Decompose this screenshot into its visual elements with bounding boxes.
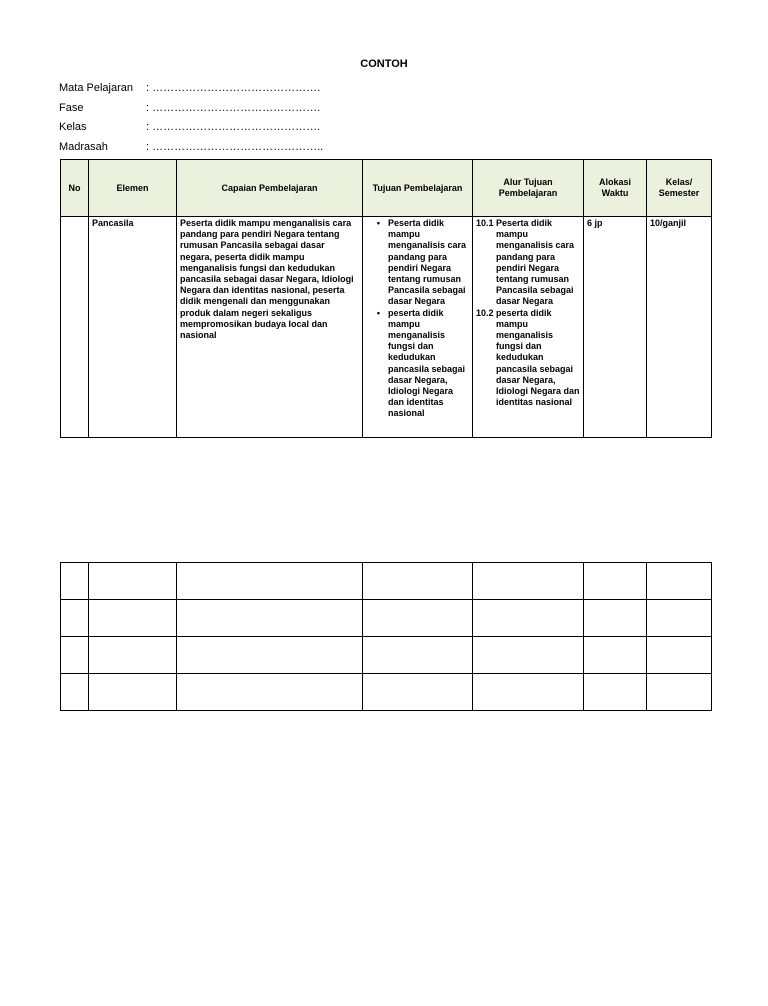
- table-header-row: [61, 160, 712, 217]
- page-title: CONTOH: [360, 58, 408, 70]
- table-row: [61, 674, 712, 711]
- info-label: Fase: [59, 101, 84, 114]
- info-value: : ……………………………………….: [146, 101, 321, 114]
- empty-cell: [647, 637, 712, 674]
- alur-item-number: 10.1: [476, 218, 494, 228]
- cell-no-text: [61, 217, 88, 437]
- info-row-madrasah: [59, 137, 323, 157]
- header-tujuan: Tujuan Pembelajaran: [363, 160, 473, 217]
- empty-cell: [363, 637, 473, 674]
- tujuan-item-text: peserta didik mampu menganalisis fungsi dan kedudukan pancasila sebagai dasar Negara, Idiologi Negara dan identitas nasional: [388, 307, 466, 419]
- empty-cell: [61, 600, 89, 637]
- list-item: [476, 308, 580, 409]
- alur-item-text: peserta didik mampu menganalisis fungsi dan kedudukan pancasila sebagai dasar Negara, Idiologi Negara dan identitas nasional: [496, 307, 580, 408]
- empty-cell: [584, 637, 647, 674]
- tujuan-item-text: Peserta didik mampu menganalisis cara pandang para pendiri Negara tentang rumusan Pancasila sebagai dasar Negara: [388, 218, 467, 307]
- info-row-mata-pelajaran: [59, 78, 323, 98]
- info-value: : ………………………………………..: [146, 140, 324, 153]
- empty-cell: [473, 637, 584, 674]
- info-value: : ……………………………………….: [146, 121, 321, 134]
- empty-cell: [61, 674, 89, 711]
- header-alokasi: Alokasi Waktu: [584, 160, 647, 217]
- list-item: [476, 218, 580, 308]
- header-alur: Alur Tujuan Pembelajaran: [473, 160, 584, 217]
- header-kelas: Kelas/ Semester: [647, 160, 712, 217]
- empty-table: [60, 562, 712, 711]
- info-row-fase: [59, 98, 323, 118]
- cell-kelas: [647, 217, 712, 438]
- info-row-kelas: [59, 117, 323, 137]
- cell-capaian: [177, 217, 363, 438]
- empty-cell: [61, 637, 89, 674]
- cell-no: [61, 217, 89, 438]
- tujuan-list: [363, 217, 472, 437]
- empty-cell: [89, 563, 177, 600]
- cell-tujuan: [363, 217, 473, 438]
- empty-cell: [89, 637, 177, 674]
- cell-elemen: [89, 217, 177, 438]
- empty-cell: [647, 674, 712, 711]
- table-row: [61, 563, 712, 600]
- empty-cell: [363, 674, 473, 711]
- empty-cell: [177, 637, 363, 674]
- table-row: [61, 217, 712, 438]
- empty-cell: [647, 600, 712, 637]
- empty-cell: [584, 674, 647, 711]
- alur-item-number: 10.2: [476, 307, 494, 318]
- empty-cell: [177, 600, 363, 637]
- header-elemen: Elemen: [89, 160, 177, 217]
- header-capaian: Capaian Pembelajaran: [177, 160, 363, 217]
- empty-cell: [647, 563, 712, 600]
- empty-cell: [89, 674, 177, 711]
- list-item: [366, 308, 469, 420]
- empty-cell: [177, 563, 363, 600]
- empty-cell: [363, 563, 473, 600]
- info-block: [59, 78, 323, 157]
- alur-list: [473, 217, 583, 437]
- cell-elemen-text: Pancasila: [92, 218, 134, 228]
- header-no: No: [61, 160, 89, 217]
- cell-alokasi-text: 6 jp: [587, 218, 603, 228]
- list-item: [366, 218, 469, 308]
- empty-cell: [473, 600, 584, 637]
- cell-alur: [473, 217, 584, 438]
- empty-cell: [61, 563, 89, 600]
- alur-item-text: Peserta didik mampu menganalisis cara pandang para pendiri Negara tentang rumusan Pancasila sebagai dasar Negara: [496, 218, 575, 307]
- table-row: [61, 637, 712, 674]
- info-label: Kelas: [59, 121, 87, 134]
- empty-cell: [89, 600, 177, 637]
- curriculum-table: [60, 159, 712, 438]
- info-value: : ……………………………………….: [146, 81, 321, 94]
- empty-cell: [177, 674, 363, 711]
- empty-cell: [473, 674, 584, 711]
- table-row: [61, 600, 712, 637]
- cell-kelas-text: 10/ganjil: [650, 218, 687, 228]
- empty-cell: [473, 563, 584, 600]
- empty-cell: [584, 600, 647, 637]
- cell-alokasi: [584, 217, 647, 438]
- empty-cell: [363, 600, 473, 637]
- cell-capaian-text: Peserta didik mampu menganalisis cara pandang para pendiri Negara tentang rumusan Pancasila sebagai dasar negara, peserta didik mampu menganalisis fungsi dan kedudukan pancasila sebagai dasar Negara, Idiologi Negara dan identitas nasional, peserta didik mengenali dan menggunakan produk dalam negeri sekaligus mempromosikan budaya local dan nasional: [180, 218, 354, 341]
- empty-cell: [584, 563, 647, 600]
- info-label: Mata Pelajaran: [59, 81, 133, 94]
- bullet-icon: •: [376, 307, 380, 318]
- bullet-icon: •: [376, 218, 380, 228]
- info-label: Madrasah: [59, 140, 108, 153]
